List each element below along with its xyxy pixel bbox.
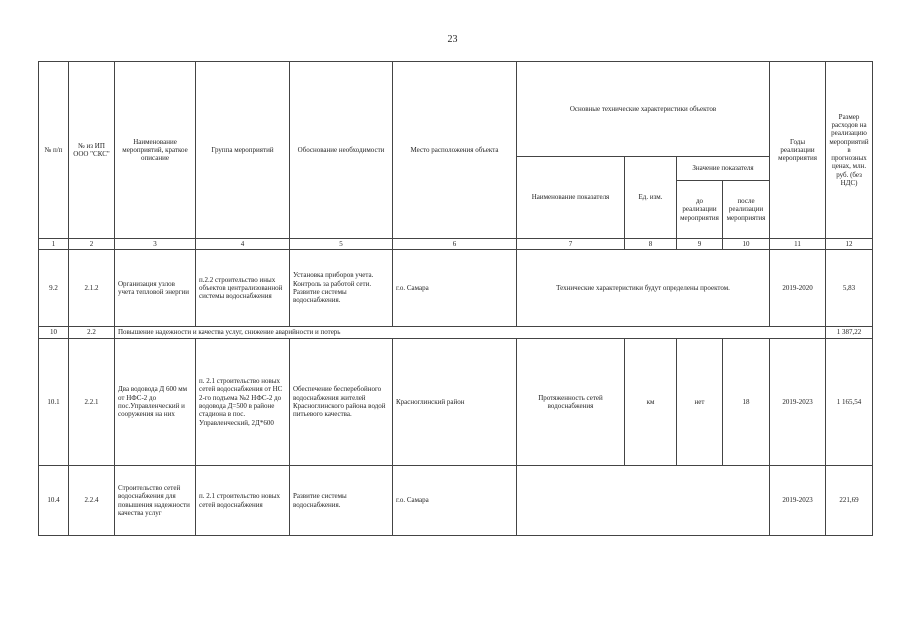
row-ip-num: 2.2.1 xyxy=(69,339,115,466)
row-before: нет xyxy=(677,339,723,466)
row-num: 9.2 xyxy=(39,250,69,327)
header-num: № п/п xyxy=(39,62,69,239)
header-indicator-name: Наименование показателя xyxy=(517,157,625,239)
table-row xyxy=(39,250,873,327)
row-ip-num: 2.2.4 xyxy=(69,466,115,536)
row-years: 2019-2023 xyxy=(770,466,826,536)
row-years: 2019-2020 xyxy=(770,250,826,327)
header-expenses: Размер расходов на реализацию мероприятий в прогнозных ценах, млн. руб. (без НДС) xyxy=(826,62,873,239)
header-after: после реализации мероприятия xyxy=(723,181,770,239)
header-unit: Ед. изм. xyxy=(625,157,677,239)
header-justification: Обоснование необходимости xyxy=(290,62,393,239)
section-row xyxy=(39,327,873,339)
header-group: Группа мероприятий xyxy=(196,62,290,239)
column-number: 1 xyxy=(39,239,69,250)
column-number: 8 xyxy=(625,239,677,250)
row-expenses: 1 165,54 xyxy=(826,339,873,466)
header-name: Наименование мероприятий, краткое описание xyxy=(115,62,196,239)
header-before: до реализации мероприятия xyxy=(677,181,723,239)
row-location: г.о. Самара xyxy=(393,250,517,327)
row-name: Организация узлов учета тепловой энергии xyxy=(115,250,196,327)
row-justification: Развитие системы водоснабжения. xyxy=(290,466,393,536)
column-number: 11 xyxy=(770,239,826,250)
row-name: Строительство сетей водоснабжения для повышения надежности качества услуг xyxy=(115,466,196,536)
row-expenses: 1 387,22 xyxy=(826,327,873,339)
row-num: 10 xyxy=(39,327,69,339)
row-after: 18 xyxy=(723,339,770,466)
row-tech-empty xyxy=(517,466,770,536)
row-justification: Обеспечение бесперебойного водоснабжения жителей Красноглинского района водой питьевого качества. xyxy=(290,339,393,466)
row-years: 2019-2023 xyxy=(770,339,826,466)
column-number: 7 xyxy=(517,239,625,250)
table-row xyxy=(39,339,873,466)
column-number: 2 xyxy=(69,239,115,250)
column-number: 3 xyxy=(115,239,196,250)
row-expenses: 221,69 xyxy=(826,466,873,536)
table-row xyxy=(39,466,873,536)
column-number: 5 xyxy=(290,239,393,250)
row-expenses: 5,83 xyxy=(826,250,873,327)
row-location: Красноглинский район xyxy=(393,339,517,466)
column-number: 12 xyxy=(826,239,873,250)
row-group: п.2.2 строительство иных объектов централизованной системы водоснабжения xyxy=(196,250,290,327)
row-justification: Установка приборов учета. Контроль за работой сети. Развитие системы водоснабжения. xyxy=(290,250,393,327)
investment-table xyxy=(38,61,873,536)
row-ip-num: 2.2 xyxy=(69,327,115,339)
row-group: п. 2.1 строительство новых сетей водоснабжения xyxy=(196,466,290,536)
page-number: 23 xyxy=(447,34,458,45)
column-number: 4 xyxy=(196,239,290,250)
header-location: Место расположения объекта xyxy=(393,62,517,239)
row-num: 10.4 xyxy=(39,466,69,536)
row-name: Два водовода Д 600 мм от НФС-2 до пос.Управленческий и сооружения на них xyxy=(115,339,196,466)
header-years: Годы реализации мероприятия xyxy=(770,62,826,239)
row-indicator: Протяженность сетей водоснабжения xyxy=(517,339,625,466)
column-number: 10 xyxy=(723,239,770,250)
header-tech-characteristics: Основные технические характеристики объектов xyxy=(517,62,770,157)
row-group: п. 2.1 строительство новых сетей водоснабжения от НС 2-го подъема №2 НФС-2 до водовода Д=500 в районе стадиона в пос. Управленческий, 2Д*600 xyxy=(196,339,290,466)
row-unit: км xyxy=(625,339,677,466)
header-indicator-value: Значение показателя xyxy=(677,157,770,181)
header-ip-num: № из ИП ООО "СКС" xyxy=(69,62,115,239)
row-ip-num: 2.1.2 xyxy=(69,250,115,327)
section-title: Повышение надежности и качества услуг, снижение аварийности и потерь xyxy=(115,327,826,339)
column-number-row xyxy=(39,239,873,250)
column-number: 6 xyxy=(393,239,517,250)
row-location: г.о. Самара xyxy=(393,466,517,536)
row-tech-note: Технические характеристики будут определены проектом. xyxy=(517,250,770,327)
column-number: 9 xyxy=(677,239,723,250)
row-num: 10.1 xyxy=(39,339,69,466)
